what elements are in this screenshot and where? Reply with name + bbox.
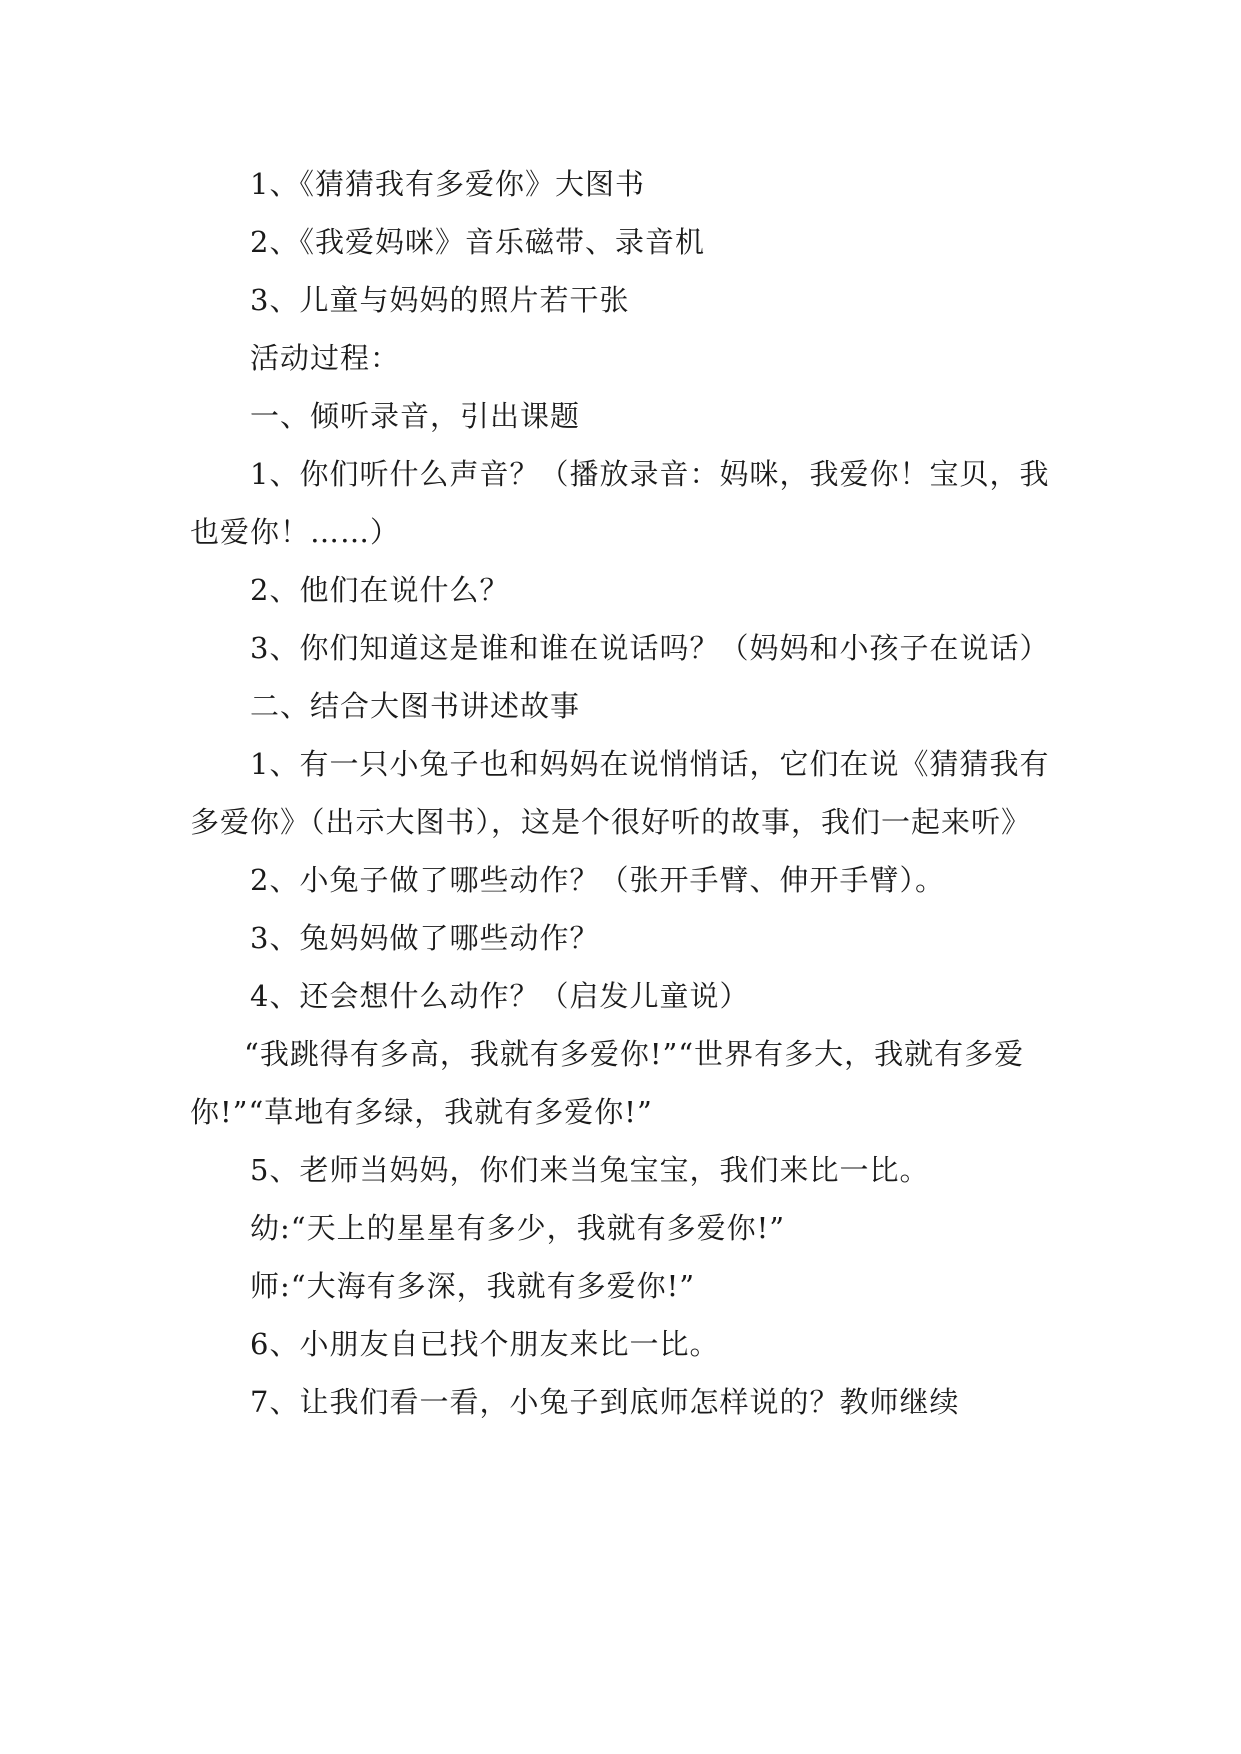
section-heading-part-1: 一、倾听录音，引出课题 [250, 399, 581, 433]
step-paragraph: 3、兔妈妈做了哪些动作？ [250, 921, 600, 955]
dialogue-line-child: 幼:“天上的星星有多少，我就有多爱你!” [250, 1211, 786, 1245]
step-paragraph: 6、小朋友自已找个朋友来比一比。 [250, 1327, 720, 1361]
quote-paragraph: “我跳得有多高，我就有多爱你!”“世界有多大，我就有多爱你!”“草地有多绿，我就有多爱你!” [190, 1037, 1025, 1129]
document-body [190, 155, 1050, 1431]
step-paragraph: 2、他们在说什么？ [250, 573, 510, 607]
step-paragraph: 1、有一只小兔子也和妈妈在说悄悄话，它们在说《猜猜我有多爱你》（出示大图书），这是个很好听的故事，我们一起来听》 [190, 747, 1050, 839]
material-item-2: 2、《我爱妈咪》音乐磁带、录音机 [250, 225, 705, 259]
material-item-3: 3、儿童与妈妈的照片若干张 [250, 283, 630, 317]
section-heading-activity-process: 活动过程： [250, 341, 401, 375]
section-heading-part-2: 二、结合大图书讲述故事 [250, 689, 581, 723]
material-item-1: 1、《猜猜我有多爱你》大图书 [250, 167, 645, 201]
step-paragraph: 4、还会想什么动作？（启发儿童说） [250, 979, 750, 1013]
step-paragraph: 7、让我们看一看，小兔子到底师怎样说的？教师继续 [250, 1385, 960, 1419]
step-paragraph: 3、你们知道这是谁和谁在说话吗？（妈妈和小孩子在说话） [250, 631, 1050, 665]
step-paragraph: 2、小兔子做了哪些动作？（张开手臂、伸开手臂）。 [250, 863, 945, 897]
dialogue-line-teacher: 师:“大海有多深，我就有多爱你!” [250, 1269, 696, 1303]
step-paragraph: 5、老师当妈妈，你们来当兔宝宝，我们来比一比。 [250, 1153, 930, 1187]
step-paragraph: 1、你们听什么声音？（播放录音：妈咪，我爱你！宝贝，我也爱你！……） [190, 457, 1050, 549]
